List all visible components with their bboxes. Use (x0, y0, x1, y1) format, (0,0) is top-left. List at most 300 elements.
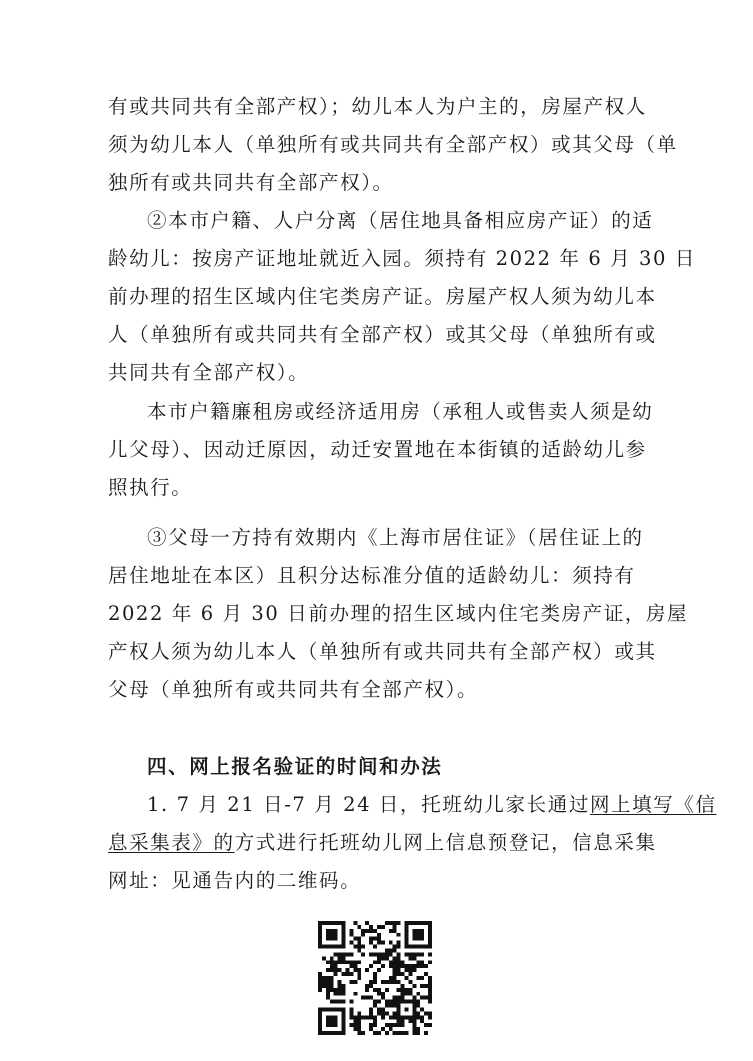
qr-module (389, 929, 393, 933)
qr-module (397, 964, 401, 968)
qr-module (373, 980, 377, 984)
qr-module (373, 1023, 377, 1027)
qr-module (412, 1031, 416, 1035)
qr-module (326, 1019, 330, 1023)
qr-module (416, 937, 420, 941)
qr-module (373, 988, 377, 992)
qr-module (416, 929, 420, 933)
qr-module (401, 988, 405, 992)
qr-module (349, 964, 353, 968)
qr-module (349, 929, 353, 933)
qr-module (322, 945, 326, 949)
qr-module (393, 945, 397, 949)
qr-module (381, 1011, 385, 1015)
qr-module (428, 984, 432, 988)
qr-module (381, 941, 385, 945)
qr-module (365, 984, 369, 988)
qr-module (322, 1031, 326, 1035)
qr-module (330, 933, 334, 937)
qr-module (393, 1031, 397, 1035)
qr-module (397, 960, 401, 964)
qr-module (404, 945, 408, 949)
qr-module (401, 984, 405, 988)
qr-module (369, 1027, 373, 1031)
qr-module (326, 992, 330, 996)
qr-module (365, 929, 369, 933)
qr-module (338, 988, 342, 992)
qr-module (349, 1023, 353, 1027)
qr-module (385, 956, 389, 960)
qr-module (404, 1007, 408, 1011)
qr-module (357, 1027, 361, 1031)
qr-module (353, 1019, 357, 1023)
qr-module (318, 945, 322, 949)
qr-module (401, 1015, 405, 1019)
qr-module (385, 1011, 389, 1015)
qr-module (373, 972, 377, 976)
qr-module (420, 1007, 424, 1011)
qr-module (393, 968, 397, 972)
qr-module (412, 1004, 416, 1008)
qr-module (326, 984, 330, 988)
qr-module (404, 925, 408, 929)
qr-module (334, 1023, 338, 1027)
qr-module (369, 952, 373, 956)
qr-module (397, 1004, 401, 1008)
qr-module (322, 1007, 326, 1011)
qr-module (428, 988, 432, 992)
qr-module (412, 996, 416, 1000)
qr-module (412, 952, 416, 956)
qr-module (369, 1007, 373, 1011)
qr-module (393, 1011, 397, 1015)
qr-module (338, 968, 342, 972)
qr-module (393, 1023, 397, 1027)
qr-module (377, 941, 381, 945)
qr-module (397, 1015, 401, 1019)
qr-module (408, 1000, 412, 1004)
qr-module (397, 1007, 401, 1011)
qr-module (381, 1027, 385, 1031)
qr-module (353, 960, 357, 964)
qr-module (389, 1000, 393, 1004)
qr-module (357, 960, 361, 964)
qr-module (318, 1007, 322, 1011)
qr-module (342, 1027, 346, 1031)
qr-module (353, 945, 357, 949)
qr-module (408, 992, 412, 996)
qr-module (357, 949, 361, 953)
qr-module (318, 1023, 322, 1027)
qr-module (342, 984, 346, 988)
text-line: 人（单独所有或共同共有全部产权）或其父母（单独所有或 (108, 323, 657, 346)
qr-module (326, 929, 330, 933)
qr-module (408, 921, 412, 925)
qr-module (416, 1011, 420, 1015)
qr-module (334, 992, 338, 996)
qr-module (401, 1031, 405, 1035)
qr-module (428, 980, 432, 984)
text-line: 网址：见通告内的二维码。 (108, 869, 362, 892)
qr-module (377, 933, 381, 937)
text-line: 照执行。 (108, 476, 193, 499)
qr-module (342, 1023, 346, 1027)
qr-module (424, 945, 428, 949)
qr-module (408, 952, 412, 956)
qr-module (393, 996, 397, 1000)
qr-module (397, 1011, 401, 1015)
qr-module (346, 968, 350, 972)
qr-module (349, 1000, 353, 1004)
qr-module (330, 921, 334, 925)
qr-module (377, 1031, 381, 1035)
qr-module (330, 1007, 334, 1011)
qr-module (353, 1023, 357, 1027)
qr-module (408, 1019, 412, 1023)
text-line: 共同共有全部产权）。 (108, 361, 310, 384)
qr-module (412, 968, 416, 972)
qr-module (318, 976, 322, 980)
qr-module (412, 945, 416, 949)
qr-module (369, 929, 373, 933)
qr-module (330, 980, 334, 984)
qr-module (349, 933, 353, 937)
qr-module (342, 972, 346, 976)
qr-module (357, 1023, 361, 1027)
qr-module (404, 937, 408, 941)
qr-module (420, 960, 424, 964)
qr-module (326, 960, 330, 964)
qr-module (369, 1023, 373, 1027)
qr-module (393, 980, 397, 984)
qr-module (338, 921, 342, 925)
qr-module (397, 933, 401, 937)
qr-module (381, 996, 385, 1000)
qr-module (404, 976, 408, 980)
qr-module (397, 956, 401, 960)
qr-module (330, 956, 334, 960)
text-line: 居住地址在本区）且积分达标准分值的适龄幼儿：须持有 (108, 564, 636, 587)
qr-module (412, 1000, 416, 1004)
qr-module (342, 960, 346, 964)
qr-module (334, 972, 338, 976)
qr-module (408, 945, 412, 949)
qr-module (397, 988, 401, 992)
qr-module (408, 956, 412, 960)
qr-module (428, 941, 432, 945)
text-line: 儿父母）、因动迁原因，动迁安置地在本街镇的适龄幼儿参 (108, 438, 647, 461)
qr-module (381, 964, 385, 968)
qr-module (322, 976, 326, 980)
qr-module (346, 960, 350, 964)
qr-module (401, 1023, 405, 1027)
qr-module (381, 956, 385, 960)
qr-module (338, 992, 342, 996)
qr-module (377, 956, 381, 960)
text-line: 父母（单独所有或共同共有全部产权）。 (108, 678, 479, 701)
qr-module (404, 992, 408, 996)
text-segment: 1. 7 月 21 日-7 月 24 日，托班幼儿家长通过 (147, 793, 590, 816)
qr-module (428, 925, 432, 929)
qr-module (404, 964, 408, 968)
qr-module (397, 945, 401, 949)
qr-module (318, 941, 322, 945)
qr-module (361, 1031, 365, 1035)
underlined-text: 息采集表》的 (108, 831, 235, 854)
qr-module (342, 952, 346, 956)
qr-module (393, 949, 397, 953)
qr-module (420, 929, 424, 933)
qr-module (381, 925, 385, 929)
qr-module (361, 945, 365, 949)
qr-module (412, 1015, 416, 1019)
qr-module (369, 925, 373, 929)
text-line: 产权人须为幼儿本人（单独所有或共同共有全部产权）或其 (108, 640, 657, 663)
qr-module (389, 949, 393, 953)
qr-module (412, 1023, 416, 1027)
qr-module (420, 976, 424, 980)
qr-module (397, 972, 401, 976)
section-heading: 四、网上报名验证的时间和办法 (147, 755, 443, 778)
qr-module (338, 960, 342, 964)
qr-module (373, 952, 377, 956)
qr-module (397, 1000, 401, 1004)
qr-module (404, 1031, 408, 1035)
qr-module (416, 1027, 420, 1031)
qr-module (334, 945, 338, 949)
qr-module (342, 1019, 346, 1023)
qr-module (393, 1004, 397, 1008)
qr-module (377, 960, 381, 964)
qr-module (330, 937, 334, 941)
qr-module (330, 1015, 334, 1019)
qr-module (330, 1031, 334, 1035)
qr-module (397, 921, 401, 925)
qr-module (401, 964, 405, 968)
qr-module (357, 976, 361, 980)
qr-module (318, 1031, 322, 1035)
qr-module (326, 1007, 330, 1011)
qr-module (338, 1031, 342, 1035)
qr-module (428, 996, 432, 1000)
qr-module (342, 992, 346, 996)
qr-module (420, 937, 424, 941)
qr-module (369, 980, 373, 984)
qr-module (342, 929, 346, 933)
text-line: 龄幼儿：按房产证地址就近入园。须持有 2022 年 6 月 30 日 (108, 247, 696, 270)
qr-module (424, 984, 428, 988)
qr-module (420, 996, 424, 1000)
qr-module (373, 937, 377, 941)
qr-module (389, 980, 393, 984)
qr-module (326, 976, 330, 980)
qr-module (385, 1000, 389, 1004)
qr-module (401, 972, 405, 976)
qr-module (428, 933, 432, 937)
qr-module (416, 992, 420, 996)
qr-module (357, 968, 361, 972)
qr-module (349, 960, 353, 964)
qr-module (416, 933, 420, 937)
qr-module (408, 1015, 412, 1019)
qr-module (404, 941, 408, 945)
qr-module (389, 1027, 393, 1031)
qr-module (334, 988, 338, 992)
qr-module (416, 960, 420, 964)
qr-module (397, 968, 401, 972)
qr-module (365, 921, 369, 925)
qr-module (381, 1007, 385, 1011)
qr-module (330, 1019, 334, 1023)
qr-module (373, 1019, 377, 1023)
qr-module (334, 929, 338, 933)
qr-module (428, 952, 432, 956)
qr-module (428, 1023, 432, 1027)
qr-module (404, 921, 408, 925)
qr-module (393, 1000, 397, 1004)
qr-module (401, 996, 405, 1000)
qr-module (342, 1000, 346, 1004)
qr-module (397, 1019, 401, 1023)
qr-module (401, 992, 405, 996)
qr-module (385, 952, 389, 956)
text-line: ②本市户籍、人户分离（居住地具备相应房产证）的适 (147, 209, 654, 232)
qr-module (416, 921, 420, 925)
qr-module (318, 972, 322, 976)
qr-module (326, 937, 330, 941)
qr-module (393, 976, 397, 980)
qr-module (342, 1015, 346, 1019)
qr-module (334, 1031, 338, 1035)
qr-module (428, 960, 432, 964)
text-line: 2022 年 6 月 30 日前办理的招生区域内住宅类房产证，房屋 (108, 602, 689, 625)
qr-module (408, 972, 412, 976)
qr-module (401, 1019, 405, 1023)
qr-module (353, 968, 357, 972)
qr-module (330, 1000, 334, 1004)
qr-module (424, 1023, 428, 1027)
qr-module (401, 960, 405, 964)
qr-module (397, 980, 401, 984)
text-line: 须为幼儿本人（单独所有或共同共有全部产权）或其父母（单 (108, 133, 678, 156)
qr-module (393, 960, 397, 964)
qr-module (330, 945, 334, 949)
qr-module (393, 921, 397, 925)
qr-module (385, 1023, 389, 1027)
qr-module (385, 980, 389, 984)
qr-module (377, 968, 381, 972)
qr-module (334, 1015, 338, 1019)
qr-module (318, 921, 322, 925)
qr-module (349, 980, 353, 984)
text-line (108, 831, 657, 855)
qr-module (338, 1000, 342, 1004)
qr-module (381, 992, 385, 996)
qr-module (342, 988, 346, 992)
qr-module (389, 976, 393, 980)
qr-module (377, 988, 381, 992)
qr-module (349, 1015, 353, 1019)
qr-module (393, 925, 397, 929)
qr-module (334, 1007, 338, 1011)
qr-module (412, 964, 416, 968)
qr-module (373, 960, 377, 964)
qr-module (424, 964, 428, 968)
qr-module (330, 964, 334, 968)
qr-module (373, 929, 377, 933)
qr-module (318, 1027, 322, 1031)
qr-module (357, 937, 361, 941)
qr-module (334, 921, 338, 925)
qr-module (389, 921, 393, 925)
qr-module (420, 945, 424, 949)
qr-module (393, 929, 397, 933)
qr-module (369, 937, 373, 941)
qr-module (326, 921, 330, 925)
qr-module (326, 980, 330, 984)
qr-module (330, 988, 334, 992)
qr-module (318, 929, 322, 933)
qr-module (318, 925, 322, 929)
qr-module (330, 968, 334, 972)
qr-module (389, 1004, 393, 1008)
qr-module (357, 925, 361, 929)
qr-module (357, 1011, 361, 1015)
qr-module (393, 972, 397, 976)
qr-module (381, 952, 385, 956)
qr-module (373, 1004, 377, 1008)
qr-module (318, 988, 322, 992)
qr-module (404, 952, 408, 956)
qr-module (353, 921, 357, 925)
qr-module (338, 1007, 342, 1011)
qr-module (330, 984, 334, 988)
qr-module (416, 1000, 420, 1004)
qr-code-icon[interactable] (318, 921, 432, 1035)
qr-module (353, 992, 357, 996)
qr-module (385, 949, 389, 953)
qr-module (420, 1019, 424, 1023)
qr-module (342, 1007, 346, 1011)
qr-module (349, 952, 353, 956)
qr-module (424, 921, 428, 925)
qr-module (416, 976, 420, 980)
text-line: 前办理的招生区域内住宅类房产证。房屋产权人须为幼儿本 (108, 285, 657, 308)
qr-module (326, 933, 330, 937)
qr-module (369, 984, 373, 988)
qr-module (318, 937, 322, 941)
qr-module (322, 956, 326, 960)
text-line: 本市户籍廉租房或经济适用房（承租人或售卖人须是幼 (147, 400, 654, 423)
qr-module (342, 941, 346, 945)
qr-module (318, 1015, 322, 1019)
qr-module (428, 921, 432, 925)
qr-module (412, 1027, 416, 1031)
qr-module (377, 992, 381, 996)
qr-module (365, 968, 369, 972)
qr-module (408, 968, 412, 972)
qr-module (428, 992, 432, 996)
qr-module (416, 945, 420, 949)
qr-module (404, 1000, 408, 1004)
qr-module (412, 937, 416, 941)
qr-module (412, 921, 416, 925)
qr-module (318, 984, 322, 988)
qr-module (420, 952, 424, 956)
qr-module (404, 1015, 408, 1019)
qr-module (334, 933, 338, 937)
qr-module (404, 929, 408, 933)
